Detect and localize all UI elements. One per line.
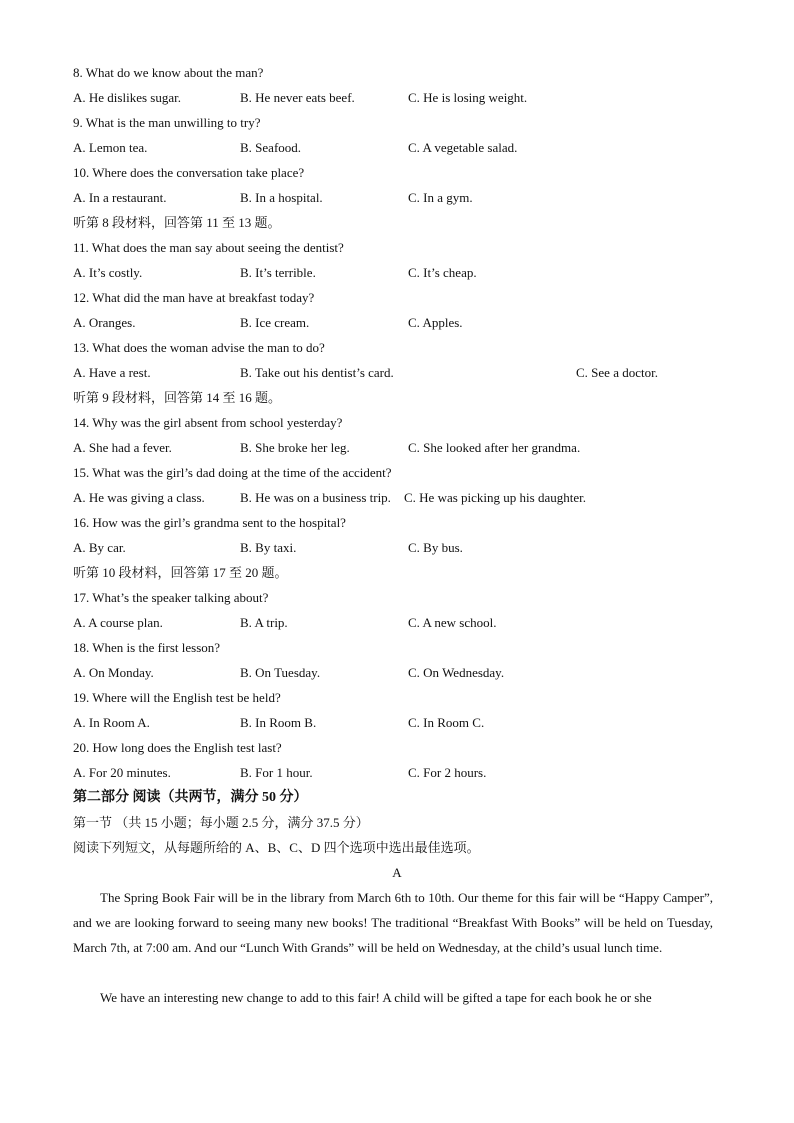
option-a: A. Oranges.	[73, 315, 136, 330]
section-heading: 第一节 （共 15 小题；每小题 2.5 分，满分 37.5 分）	[73, 815, 369, 830]
option-b: B. In Room B.	[240, 715, 317, 730]
question-options	[73, 189, 713, 207]
option-a: A. It’s costly.	[73, 265, 143, 280]
listening-instruction: 听第 8 段材料，回答第 11 至 13 题。	[73, 215, 281, 230]
question-options	[73, 539, 713, 557]
option-b: B. A trip.	[240, 615, 288, 630]
option-b: B. On Tuesday.	[240, 665, 321, 680]
option-c: C. He is losing weight.	[408, 90, 528, 105]
option-b: B. It’s terrible.	[240, 265, 316, 280]
question-stem: 8. What do we know about the man?	[73, 65, 264, 80]
option-c: C. It’s cheap.	[408, 265, 477, 280]
option-b: B. He was on a business trip.	[240, 490, 391, 505]
question-stem: 15. What was the girl’s dad doing at the time of the accident?	[73, 465, 392, 480]
option-b: B. By taxi.	[240, 540, 297, 555]
listening-instruction: 听第 9 段材料，回答第 14 至 16 题。	[73, 390, 282, 405]
part-heading: 第二部分 阅读（共两节，满分 50 分）	[73, 790, 308, 805]
option-a: A. On Monday.	[73, 665, 154, 680]
question-stem: 11. What does the man say about seeing the dentist?	[73, 240, 344, 255]
option-a: A. A course plan.	[73, 615, 163, 630]
option-c: C. Apples.	[408, 315, 463, 330]
option-c: C. He was picking up his daughter.	[404, 490, 586, 505]
option-b: B. Ice cream.	[240, 315, 310, 330]
option-a: A. By car.	[73, 540, 126, 555]
question-options	[73, 314, 713, 332]
option-a: A. For 20 minutes.	[73, 765, 171, 780]
question-options	[73, 489, 713, 507]
question-stem: 20. How long does the English test last?	[73, 740, 282, 755]
option-c: C. See a doctor.	[576, 365, 658, 380]
option-b: B. Take out his dentist’s card.	[240, 365, 394, 380]
option-c: C. She looked after her grandma.	[408, 440, 581, 455]
question-stem: 19. Where will the English test be held?	[73, 690, 281, 705]
question-stem: 13. What does the woman advise the man to do?	[73, 340, 325, 355]
question-options	[73, 664, 713, 682]
option-a: A. Have a rest.	[73, 365, 151, 380]
question-options	[73, 614, 713, 632]
option-b: B. Seafood.	[240, 140, 302, 155]
question-options	[73, 139, 713, 157]
option-a: A. She had a fever.	[73, 440, 172, 455]
question-stem: 18. When is the first lesson?	[73, 640, 221, 655]
question-stem: 14. Why was the girl absent from school yesterday?	[73, 415, 343, 430]
question-options	[73, 764, 713, 782]
question-stem: 9. What is the man unwilling to try?	[73, 115, 261, 130]
option-a: A. He dislikes sugar.	[73, 90, 181, 105]
option-b: B. He never eats beef.	[240, 90, 355, 105]
question-options	[73, 364, 713, 382]
passage-paragraph: The Spring Book Fair will be in the library from March 6th to 10th. Our theme for this fair will be “Happy Camper”, and we are looking forward to seeing many new books! The traditional “Breakfast With Books” will be held on Tuesday, March 7th, at 7:00 am. And our “Lunch With Grands” will be held on Wednesday, at the child’s usual lunch time.	[73, 890, 713, 955]
listening-instruction: 听第 10 段材料，回答第 17 至 20 题。	[73, 565, 288, 580]
option-c: C. For 2 hours.	[408, 765, 487, 780]
option-c: C. On Wednesday.	[408, 665, 505, 680]
option-c: C. A vegetable salad.	[408, 140, 518, 155]
option-a: A. In a restaurant.	[73, 190, 167, 205]
option-b: B. In a hospital.	[240, 190, 323, 205]
passage-paragraph: We have an interesting new change to add to this fair! A child will be gifted a tape for each book he or she	[100, 990, 652, 1005]
option-b: B. For 1 hour.	[240, 765, 313, 780]
passage-label: A	[392, 865, 402, 880]
reading-directions: 阅读下列短文，从每题所给的 A、B、C、D 四个选项中选出最佳选项。	[73, 840, 480, 855]
question-options	[73, 439, 713, 457]
question-stem: 17. What’s the speaker talking about?	[73, 590, 269, 605]
question-options	[73, 714, 713, 732]
option-c: C. By bus.	[408, 540, 463, 555]
question-stem: 10. Where does the conversation take place?	[73, 165, 305, 180]
option-c: C. In a gym.	[408, 190, 473, 205]
option-a: A. He was giving a class.	[73, 490, 205, 505]
option-c: C. In Room C.	[408, 715, 485, 730]
option-a: A. In Room A.	[73, 715, 150, 730]
question-stem: 16. How was the girl’s grandma sent to the hospital?	[73, 515, 346, 530]
option-c: C. A new school.	[408, 615, 497, 630]
option-a: A. Lemon tea.	[73, 140, 148, 155]
question-stem: 12. What did the man have at breakfast today?	[73, 290, 315, 305]
question-options	[73, 89, 713, 107]
option-b: B. She broke her leg.	[240, 440, 350, 455]
question-options	[73, 264, 713, 282]
